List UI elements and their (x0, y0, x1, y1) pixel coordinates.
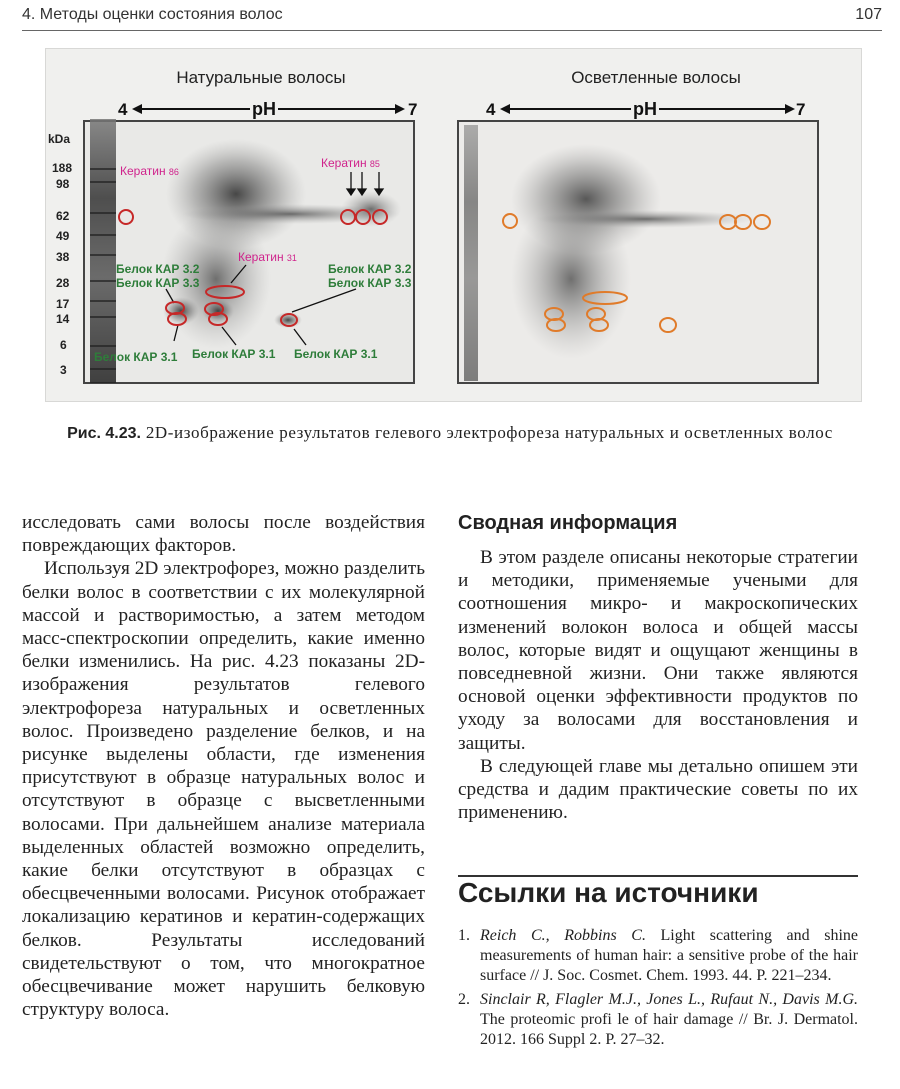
ph-end: 7 (408, 100, 418, 119)
right-column (458, 546, 858, 824)
reference-text: Light scattering and shine measurements of human hair: a sensitive probe of the hair surface // J. Soc. Cosmet. Chem. 1993. 44. P. 221–234. (480, 927, 858, 984)
reference-text: The proteomic profi le of hair damage // Br. J. Dermatol. 2012. 166 Suppl 2. P. 27–32. (480, 1011, 858, 1048)
ph-end: 7 (796, 100, 806, 119)
page-number: 107 (855, 6, 882, 23)
right-ph-axis (486, 99, 805, 119)
right-gel (458, 121, 818, 383)
kap33-right: Белок КАР 3.3 (328, 276, 412, 290)
kda-tick: 188 (52, 161, 73, 175)
reference-authors: Sinclair R, Flagler M.J., Jones L., Rufaut N., Davis M.G. (480, 991, 858, 1008)
kap32-left: Белок КАР 3.2 (116, 262, 200, 276)
reference-item (458, 990, 858, 1050)
reference-number: 1. (458, 927, 470, 944)
ph-start: 4 (486, 100, 496, 119)
kda-tick: 98 (56, 177, 70, 191)
ph-label: pH (252, 99, 276, 119)
paragraph: В этом разделе описаны некоторые стратегии и методики, применяемые учеными для соотношения микро- и макроскопических изменений волокон волоса и общей массы волос, которые видят и ощущают женщины в повседневной жизни. Они также являются основой оценки эффективности продуктов по уходу за волосами для восстановления и защиты. (458, 547, 858, 754)
paragraph: В следующей главе мы детально опишем эти средства и дадим практические советы по их применению. (458, 755, 858, 824)
kda-scale (48, 132, 72, 377)
ph-start: 4 (118, 100, 128, 119)
running-header (22, 6, 882, 28)
kda-tick: 6 (60, 338, 67, 352)
figure-caption (22, 422, 878, 444)
kap31-a: Белок КАР 3.1 (94, 350, 178, 364)
kda-tick: 3 (60, 363, 67, 377)
left-ph-axis (118, 99, 417, 119)
summary-heading: Сводная информация (458, 512, 678, 534)
kda-tick: 38 (56, 250, 70, 264)
caption-label: Рис. 4.23. (67, 425, 141, 442)
kda-tick: 62 (56, 209, 70, 223)
keratin85-label: Кератин 85 (321, 156, 380, 170)
kap32-right: Белок КАР 3.2 (328, 262, 412, 276)
reference-number: 2. (458, 991, 470, 1008)
kap31-b: Белок КАР 3.1 (192, 347, 276, 361)
section-title: 4. Методы оценки состояния волос (22, 6, 283, 23)
gel-images (46, 49, 861, 401)
electrophoresis-figure (45, 48, 862, 402)
paragraph: Используя 2D электрофорез, можно разделить белки волос в соответствии с их молекулярной массой и растворимостью, а затем методом масс-спектроскопии определить, какие именно белки изменились. На рис. 4.23 показаны 2D-изображения результатов гелевого электрофореза натуральных и осветленных волос. Произведено разделение белков, и на рисунке выделены области, где изменения присутствуют в образце натуральных волос и отсутствуют в образце с высветленными волосами. При дальнейшем анализе материала выделенных областей возможно определить, какие белки отсутствуют в образцах с обесцвеченными волосами. Рисунок отображает локализацию кератинов и кератин-содержащих белков. Результаты исследований свидетельствуют о том, что многократное обесцвечивание может нарушить белковую структуру волоса. (22, 558, 425, 1021)
kda-tick: 28 (56, 276, 70, 290)
references-heading: Ссылки на источники (458, 877, 759, 908)
keratin86-label: Кератин 86 (120, 164, 179, 178)
reference-authors: Reich C., Robbins C. (480, 927, 646, 944)
kap33-left: Белок КАР 3.3 (116, 276, 200, 290)
left-column (22, 511, 425, 1021)
ph-label: pH (633, 99, 657, 119)
reference-item (458, 926, 858, 986)
paragraph: исследовать сами волосы после воздействия повреждающих факторов. (22, 512, 425, 557)
caption-text: 2D-изображение результатов гелевого электрофореза натуральных и осветленных волос (145, 423, 833, 442)
keratin31-label: Кератин 31 (238, 250, 297, 264)
kda-label: kDa (48, 132, 71, 146)
kda-tick: 49 (56, 229, 70, 243)
right-panel-title: Осветленные волосы (571, 68, 741, 87)
references-list (458, 926, 858, 1054)
kap31-c: Белок КАР 3.1 (294, 347, 378, 361)
kda-tick: 14 (56, 312, 70, 326)
kda-tick: 17 (56, 297, 70, 311)
header-rule (22, 30, 882, 31)
left-panel-title: Натуральные волосы (176, 68, 346, 87)
